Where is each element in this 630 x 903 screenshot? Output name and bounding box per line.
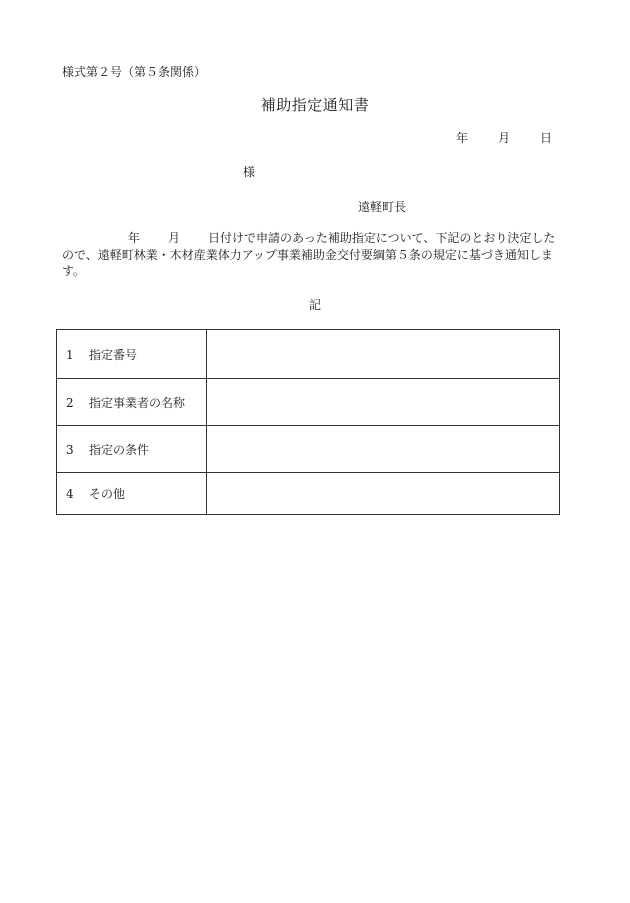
item-label-cell	[57, 473, 207, 515]
item-number: 4	[66, 487, 74, 501]
item-label: 指定の条件	[89, 442, 150, 457]
item-value-field[interactable]	[207, 379, 560, 426]
form-number: 様式第２号（第５条関係）	[62, 65, 207, 79]
item-number: 1	[66, 347, 74, 362]
item-number: 2	[66, 395, 74, 410]
body-month-label: 月	[168, 231, 181, 245]
sender-name: 遠軽町長	[357, 200, 406, 214]
date-day-label: 日	[539, 131, 552, 145]
addressee-honorific: 様	[243, 165, 256, 179]
item-value-field[interactable]	[207, 426, 560, 473]
item-value-field[interactable]	[207, 330, 560, 379]
document-title: 補助指定通知書	[260, 96, 370, 114]
item-label-cell	[57, 330, 207, 379]
item-value-field[interactable]	[207, 473, 560, 515]
date-month-label: 月	[497, 131, 510, 145]
item-number: 3	[66, 442, 74, 457]
item-label: 指定事業者の名称	[89, 395, 186, 410]
table-row	[57, 379, 560, 426]
ki-heading: 記	[308, 298, 321, 312]
table-row	[57, 426, 560, 473]
body-paragraph	[62, 230, 567, 280]
table-row	[57, 473, 560, 515]
body-year-label: 年	[128, 231, 141, 245]
body-text: 日付けで申請のあった補助指定について、下記のとおり決定したので、遠軽町林業・木材産業体力アップ事業補助金交付要綱第５条の規定に基づき通知します。	[62, 231, 556, 278]
item-label-cell	[57, 426, 207, 473]
date-year-label: 年	[455, 131, 468, 145]
item-label: その他	[89, 487, 126, 501]
table-row	[57, 330, 560, 379]
item-label-cell	[57, 379, 207, 426]
item-label: 指定番号	[89, 347, 138, 362]
date-line	[456, 130, 552, 146]
items-table	[56, 329, 560, 515]
